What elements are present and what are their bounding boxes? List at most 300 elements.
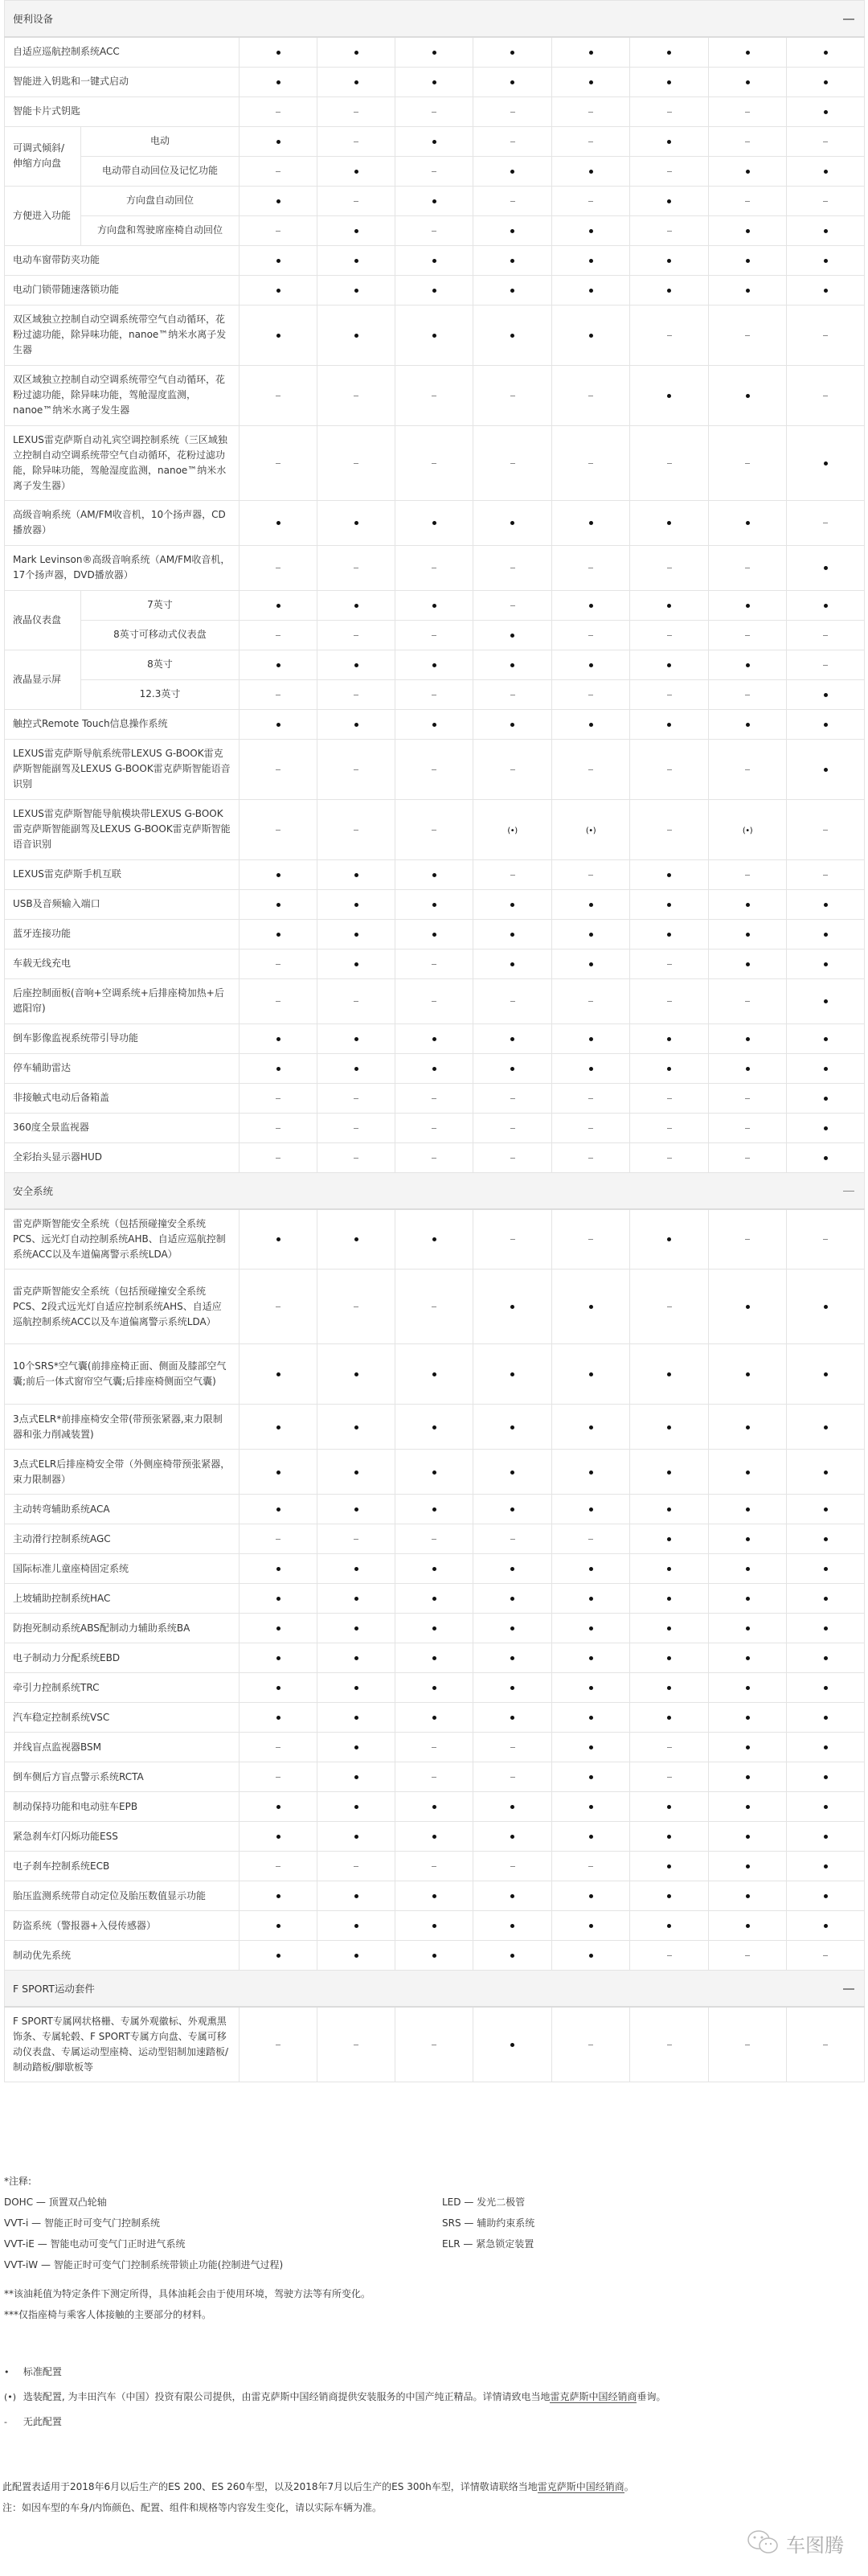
standard-dot-icon <box>589 334 593 338</box>
standard-dot-icon <box>746 1805 750 1809</box>
standard-dot-icon <box>824 1924 828 1928</box>
none-dash-icon <box>667 830 672 831</box>
standard-dot-icon <box>432 933 436 937</box>
value-cell <box>630 1762 709 1792</box>
standard-dot-icon <box>667 933 671 937</box>
standard-dot-icon <box>824 962 828 966</box>
none-dash-icon <box>510 769 515 770</box>
none-dash-icon <box>354 1306 358 1307</box>
value-cell <box>395 1023 473 1053</box>
row-group-label: 液晶仪表盘 <box>5 590 81 650</box>
footer <box>2 2476 634 2518</box>
value-cell <box>630 1941 709 1971</box>
standard-dot-icon <box>824 1716 828 1720</box>
standard-dot-icon <box>667 604 671 608</box>
none-dash-icon <box>432 1158 436 1159</box>
standard-dot-icon <box>432 723 436 727</box>
none-dash-icon <box>588 769 593 770</box>
value-cell <box>630 37 709 67</box>
standard-dot-icon <box>354 334 358 338</box>
standard-dot-icon <box>432 873 436 877</box>
standard-dot-icon <box>276 1894 280 1898</box>
value-cell <box>630 186 709 215</box>
dealer-link[interactable]: 雷克萨斯中国经销商 <box>550 2391 637 2402</box>
value-cell <box>630 1911 709 1941</box>
value-cell <box>240 1584 317 1614</box>
standard-dot-icon <box>746 1537 750 1541</box>
section-title: 安全系统 <box>13 1184 54 1197</box>
standard-dot-icon <box>589 962 593 966</box>
value-cell <box>317 1023 395 1053</box>
value-cell <box>709 1822 787 1852</box>
standard-dot-icon <box>432 1237 436 1241</box>
value-cell <box>552 126 630 156</box>
standard-dot-icon <box>746 903 750 907</box>
standard-dot-icon <box>354 1686 358 1690</box>
value-cell <box>552 425 630 500</box>
value-cell <box>395 1852 473 1881</box>
dealer-link[interactable]: 雷克萨斯中国经销商 <box>537 2481 624 2492</box>
value-cell <box>240 1822 317 1852</box>
row-label: 双区域独立控制自动空调系统带空气自动循环，花粉过滤功能，除异味功能，驾舱湿度监测，nanoe™纳米水离子发生器 <box>5 365 240 425</box>
value-cell <box>317 1495 395 1524</box>
value-cell <box>473 650 552 679</box>
value-cell <box>240 1405 317 1450</box>
standard-dot-icon <box>510 1425 514 1430</box>
none-dash-icon <box>667 1128 672 1129</box>
standard-dot-icon <box>824 1686 828 1690</box>
collapse-minus-icon[interactable] <box>843 18 854 20</box>
value-cell <box>787 889 865 919</box>
none-dash-icon <box>667 171 672 172</box>
value-cell <box>317 1643 395 1673</box>
notes-right <box>442 2192 534 2254</box>
value-cell <box>317 919 395 949</box>
value-cell <box>317 620 395 650</box>
note-line: LED — 发光二极管 <box>442 2197 526 2208</box>
table-row <box>5 1941 865 1971</box>
none-dash-icon <box>354 1539 358 1540</box>
table-row <box>5 1083 865 1113</box>
value-cell <box>317 425 395 500</box>
value-cell <box>787 1584 865 1614</box>
value-cell <box>709 37 787 67</box>
value-cell <box>787 1554 865 1584</box>
standard-dot-icon <box>510 903 514 907</box>
row-label: 并线盲点监视器BSM <box>5 1733 240 1762</box>
value-cell <box>787 126 865 156</box>
standard-dot-icon <box>824 1537 828 1541</box>
none-dash-icon <box>510 1128 515 1129</box>
none-dash-icon <box>354 463 358 464</box>
section-title-cell[interactable] <box>5 1971 865 2008</box>
none-dash-icon <box>667 1098 672 1099</box>
standard-dot-icon <box>276 521 280 525</box>
value-cell <box>317 949 395 978</box>
value-cell <box>317 245 395 275</box>
value-cell <box>709 1270 787 1344</box>
value-cell <box>240 620 317 650</box>
none-dash-icon <box>432 964 436 965</box>
value-cell <box>630 1405 709 1450</box>
value-cell <box>395 500 473 545</box>
none-dash-icon <box>354 1128 358 1129</box>
standard-dot-icon <box>589 663 593 667</box>
none-dash-icon <box>276 1098 280 1099</box>
value-cell <box>395 1822 473 1852</box>
standard-dot-icon <box>824 1656 828 1660</box>
standard-dot-icon <box>824 1567 828 1571</box>
value-cell <box>240 305 317 365</box>
row-label: 倒车侧后方盲点警示系统RCTA <box>5 1762 240 1792</box>
value-cell <box>787 215 865 245</box>
row-label: 触控式Remote Touch信息操作系统 <box>5 709 240 739</box>
standard-dot-icon <box>667 1567 671 1571</box>
value-cell <box>787 949 865 978</box>
standard-dot-icon <box>432 1835 436 1839</box>
standard-dot-icon <box>354 1067 358 1071</box>
row-label: 主动转弯辅助系统ACA <box>5 1495 240 1524</box>
value-cell <box>395 545 473 590</box>
row-label: 雷克萨斯智能安全系统（包括预碰撞安全系统PCS、2段式远光灯自适应控制系统AHS、自适应巡航控制系统ACC以及车道偏离警示系统LDA） <box>5 1270 240 1344</box>
table-row <box>5 919 865 949</box>
value-cell <box>473 215 552 245</box>
value-cell <box>552 1142 630 1172</box>
none-dash-icon <box>745 635 750 636</box>
standard-dot-icon <box>589 1686 593 1690</box>
standard-dot-icon <box>746 1471 750 1475</box>
value-cell <box>473 37 552 67</box>
none-dash-icon <box>588 1158 593 1159</box>
standard-dot-icon <box>746 1864 750 1868</box>
standard-dot-icon <box>276 1067 280 1071</box>
standard-dot-icon <box>354 723 358 727</box>
standard-dot-icon <box>667 80 671 84</box>
value-cell <box>552 1270 630 1344</box>
value-cell <box>240 37 317 67</box>
table-row <box>5 1405 865 1450</box>
table-row <box>5 245 865 275</box>
value-cell <box>240 67 317 96</box>
value-cell <box>709 245 787 275</box>
none-dash-icon <box>745 201 750 202</box>
value-cell <box>787 679 865 709</box>
value-cell <box>630 1083 709 1113</box>
value-cell <box>317 1733 395 1762</box>
value-cell <box>395 1053 473 1083</box>
standard-dot-icon <box>589 1305 593 1309</box>
value-cell <box>552 709 630 739</box>
value-cell <box>317 1450 395 1495</box>
value-cell <box>552 1344 630 1405</box>
table-row <box>5 1023 865 1053</box>
standard-dot-icon <box>589 1471 593 1475</box>
none-dash-icon <box>745 463 750 464</box>
value-cell <box>552 889 630 919</box>
value-cell <box>317 1852 395 1881</box>
value-cell <box>317 1881 395 1911</box>
section-header[interactable] <box>5 1971 865 2008</box>
value-cell <box>630 739 709 799</box>
value-cell <box>630 1344 709 1405</box>
standard-dot-icon <box>589 289 593 293</box>
row-sub-label: 电动带自动回位及记忆功能 <box>81 156 240 186</box>
standard-dot-icon <box>510 80 514 84</box>
table-row <box>5 305 865 365</box>
table-row <box>5 1554 865 1584</box>
standard-dot-icon <box>746 289 750 293</box>
row-label: 国际标准儿童座椅固定系统 <box>5 1554 240 1584</box>
value-cell <box>317 650 395 679</box>
standard-dot-icon <box>432 604 436 608</box>
row-label: 双区域独立控制自动空调系统带空气自动循环，花粉过滤功能，除异味功能，nanoe™纳米水离子发生器 <box>5 305 240 365</box>
value-cell <box>787 1270 865 1344</box>
spec-table <box>4 0 865 2082</box>
standard-dot-icon <box>276 1237 280 1241</box>
standard-dot-icon <box>510 1567 514 1571</box>
standard-dot-icon <box>510 1067 514 1071</box>
value-cell <box>552 215 630 245</box>
none-dash-icon <box>745 335 750 336</box>
value-cell <box>317 1270 395 1344</box>
value-cell <box>552 1614 630 1643</box>
value-cell <box>709 96 787 126</box>
section-header[interactable] <box>5 1 865 38</box>
standard-dot-icon <box>667 140 671 144</box>
none-dash-icon <box>667 1158 672 1159</box>
value-cell <box>240 590 317 620</box>
value-cell <box>240 679 317 709</box>
value-cell <box>395 709 473 739</box>
value-cell <box>473 1083 552 1113</box>
standard-dot-icon <box>276 1471 280 1475</box>
value-cell <box>552 739 630 799</box>
standard-dot-icon <box>354 1597 358 1601</box>
standard-dot-icon <box>667 289 671 293</box>
none-dash-icon <box>432 463 436 464</box>
standard-dot-icon <box>354 1425 358 1430</box>
value-cell <box>709 1673 787 1703</box>
table-row <box>5 620 865 650</box>
none-dash-icon <box>588 1866 593 1867</box>
standard-dot-icon <box>510 1597 514 1601</box>
standard-dot-icon <box>276 1507 280 1512</box>
none-dash-icon <box>745 112 750 113</box>
value-cell <box>787 1614 865 1643</box>
value-cell <box>473 1614 552 1643</box>
value-cell <box>709 978 787 1023</box>
standard-dot-icon <box>510 1471 514 1475</box>
legend-optional <box>4 2385 666 2410</box>
section-header[interactable] <box>5 1172 865 1209</box>
value-cell <box>395 1113 473 1142</box>
standard-dot-icon <box>746 259 750 263</box>
row-label: 胎压监测系统带自动定位及胎压数值显示功能 <box>5 1881 240 1911</box>
standard-dot-icon <box>276 51 280 55</box>
value-cell <box>395 1209 473 1270</box>
value-cell <box>317 1142 395 1172</box>
section-title-cell[interactable] <box>5 1172 865 1209</box>
table-row <box>5 1703 865 1733</box>
none-dash-icon <box>432 231 436 232</box>
row-sub-label: 8英寸 <box>81 650 240 679</box>
value-cell <box>473 305 552 365</box>
value-cell <box>395 37 473 67</box>
value-cell <box>552 650 630 679</box>
note-line: VVT-i — 智能正时可变气门控制系统 <box>4 2217 160 2229</box>
standard-dot-icon <box>667 1894 671 1898</box>
standard-dot-icon <box>432 1656 436 1660</box>
table-row <box>5 1344 865 1405</box>
value-cell <box>473 275 552 305</box>
row-label: 非接触式电动后备箱盖 <box>5 1083 240 1113</box>
standard-dot-icon <box>824 51 828 55</box>
value-cell <box>552 156 630 186</box>
value-cell <box>709 1053 787 1083</box>
value-cell <box>317 1344 395 1405</box>
row-label: 防抱死制动系统ABS配制动力辅助系统BA <box>5 1614 240 1643</box>
row-label: 紧急刹车灯闪烁功能ESS <box>5 1822 240 1852</box>
standard-dot-icon <box>432 140 436 144</box>
value-cell <box>709 156 787 186</box>
standard-dot-icon <box>432 1894 436 1898</box>
standard-dot-icon <box>746 521 750 525</box>
table-row <box>5 1270 865 1344</box>
table-row <box>5 425 865 500</box>
value-cell <box>317 37 395 67</box>
standard-dot-icon <box>824 80 828 84</box>
table-row <box>5 889 865 919</box>
value-cell <box>317 709 395 739</box>
value-cell <box>787 1405 865 1450</box>
table-row <box>5 156 865 186</box>
value-cell <box>473 1344 552 1405</box>
value-cell <box>552 1405 630 1450</box>
standard-dot-icon <box>667 259 671 263</box>
value-cell <box>552 1881 630 1911</box>
value-cell <box>709 1405 787 1450</box>
standard-dot-icon <box>432 1471 436 1475</box>
standard-dot-icon <box>354 604 358 608</box>
value-cell <box>240 275 317 305</box>
none-dash-icon <box>432 1539 436 1540</box>
value-cell <box>473 949 552 978</box>
value-cell <box>473 1911 552 1941</box>
row-sub-label: 方向盘自动回位 <box>81 186 240 215</box>
none-dash-icon <box>276 1001 280 1002</box>
value-cell <box>630 2007 709 2082</box>
notes-heading: *注释: <box>4 2176 32 2187</box>
row-label: 制动保持功能和电动驻车EPB <box>5 1792 240 1822</box>
value-cell <box>240 1703 317 1733</box>
table-row <box>5 1053 865 1083</box>
value-cell <box>240 1881 317 1911</box>
value-cell <box>630 156 709 186</box>
standard-dot-icon <box>824 1507 828 1512</box>
section-title-cell[interactable] <box>5 1 865 38</box>
value-cell <box>473 500 552 545</box>
standard-dot-icon <box>746 933 750 937</box>
standard-dot-icon <box>276 1686 280 1690</box>
standard-dot-icon <box>824 170 828 174</box>
standard-dot-icon <box>354 229 358 233</box>
table-row <box>5 1643 865 1673</box>
none-dash-icon <box>510 463 515 464</box>
value-cell <box>552 245 630 275</box>
none-dash-icon <box>276 1777 280 1778</box>
standard-dot-icon <box>354 1626 358 1631</box>
legend-none <box>4 2410 666 2434</box>
table-row <box>5 1881 865 1911</box>
value-cell <box>787 1733 865 1762</box>
table-row <box>5 275 865 305</box>
value-cell <box>552 1643 630 1673</box>
table-row <box>5 215 865 245</box>
standard-dot-icon <box>354 51 358 55</box>
value-cell <box>709 1209 787 1270</box>
value-cell <box>317 1405 395 1450</box>
standard-dot-icon <box>667 873 671 877</box>
standard-dot-icon <box>354 903 358 907</box>
value-cell <box>240 365 317 425</box>
value-cell <box>552 1495 630 1524</box>
value-cell <box>630 96 709 126</box>
value-cell <box>473 365 552 425</box>
value-cell <box>630 126 709 156</box>
note-line: ELR — 紧急锁定装置 <box>442 2238 534 2250</box>
value-cell <box>317 305 395 365</box>
value-cell <box>709 1881 787 1911</box>
standard-dot-icon <box>354 170 358 174</box>
row-label: 牵引力控制系统TRC <box>5 1673 240 1703</box>
value-cell <box>473 590 552 620</box>
none-dash-icon <box>588 201 593 202</box>
standard-dot-icon <box>510 289 514 293</box>
standard-dot-icon <box>354 1805 358 1809</box>
standard-dot-icon <box>510 962 514 966</box>
value-cell <box>630 650 709 679</box>
value-cell <box>709 425 787 500</box>
value-cell <box>395 919 473 949</box>
none-dash-icon <box>276 171 280 172</box>
standard-dot-icon <box>589 1067 593 1071</box>
standard-dot-icon <box>589 259 593 263</box>
standard-dot-icon <box>432 199 436 203</box>
none-dash-icon <box>432 1306 436 1307</box>
collapse-minus-icon[interactable] <box>843 1191 854 1192</box>
standard-dot-icon <box>354 873 358 877</box>
standard-dot-icon <box>510 1626 514 1631</box>
value-cell <box>787 859 865 889</box>
row-label: LEXUS雷克萨斯手机互联 <box>5 859 240 889</box>
standard-dot-icon <box>824 1097 828 1101</box>
standard-dot-icon <box>354 663 358 667</box>
value-cell <box>709 590 787 620</box>
standard-dot-icon <box>667 1864 671 1868</box>
value-cell <box>240 949 317 978</box>
value-cell <box>240 1792 317 1822</box>
collapse-minus-icon[interactable] <box>843 1988 854 1990</box>
value-cell <box>317 590 395 620</box>
standard-dot-icon <box>667 1626 671 1631</box>
none-dash-icon <box>432 769 436 770</box>
none-dash-icon <box>823 335 828 336</box>
none-dash-icon <box>745 1158 750 1159</box>
value-cell <box>473 709 552 739</box>
row-label: 3点式ELR后排座椅安全带（外侧座椅带预张紧器，束力限制器） <box>5 1450 240 1495</box>
standard-dot-icon <box>432 1067 436 1071</box>
value-cell <box>709 1554 787 1584</box>
